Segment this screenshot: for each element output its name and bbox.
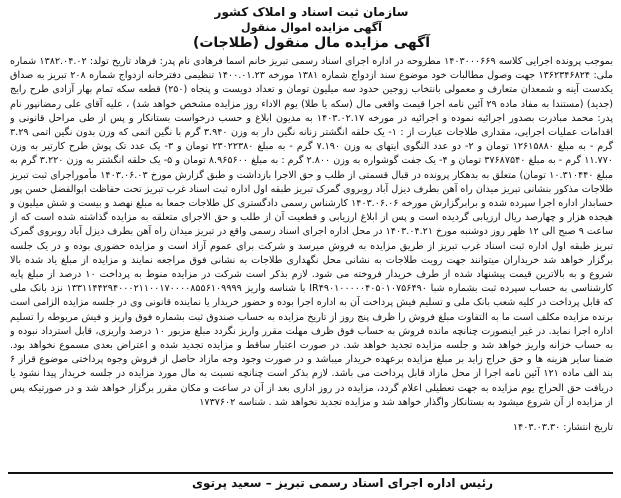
notice-subtitle: آگهی مزایده اموال منقول [241,21,382,34]
signature-line: رئیس اداره اجرای اسناد رسمی تبریز – سعید پرتوی [191,476,493,490]
publication-date: تاریخ انتشار: ۱۴۰۳.۰۳.۳۰ [512,422,613,433]
notice-footer [8,472,613,492]
notice-header [10,5,613,51]
notice-title: آگهی مزایده مال منقول (طلاجات) [192,35,431,51]
notice-body: بموجب پرونده اجرایی کلاسه ۱۴۰۳۰۰۰۶۶۹ مطروحه در اداره اجرای اسناد رسمی تبریز خانم اسما فرهادی نام پدر: فرهاد تاریخ تولد: ۱۳۸۲.۰۴.۰۲ شماره ملی: ۱۳۶۲۳۴۶۸۲۴ جهت وصول مطالبات خود موضوع سند ازدواج شماره ۱۳۸۱ مورخه ۱۴۰۰.۰۱.۲۳ تنظیمی دفترخانه ازدواج شماره ۲۰۸ تبریز به صداق یکدست آینه و شمعدان متعارف و معمولی بانتخاب زوجین حدود سه میلیون تومان و تعداد دویست و پنجاه (۲۵۰) قطعه سکه تمام بهار آزادی طرح رایج (جدید) (مستندا به مفاد ماده ۲۹ آئین نامه اجرا قیمت واقعی مال (سکه یا طلا) یوم الاداء روز مزایده مشخص خواهد شد) ، علیه آقای علی رمضانپور نام پدر: محمد مبادرت بصدور اجرائیه نموده و اجرائیه در مورخه ۱۴۰۳.۰۲.۱۷ به مدیون ابلاغ و حسب درخواست بستانکار و پس از طی مراحل قانونی و اقدامات عملیات اجرایی، مقداری طلاجات عبارت از : ۱- یک حلقه انگشتر زنانه نگین دار به وزن ۳.۹۴۰ گرم با نگین اتمی که وزن بدون نگین اتمی ۳.۲۹ گرم - به مبلغ ۱۲۶۱۵۸۸۰ تومان و ۲- دو عدد النگوی ایتهای به وزن ۷.۱۹۰ گرم - به مبلغ ۲۳۰۲۲۳۸۰ تومان و ۳- یک عدد تک پوش طرح کارتیر به وزن ۱۱.۷۷۰ گرم - به مبلغ ۳۷۶۸۷۵۴۰ تومان و ۴- یک جفت گوشواره به وزن ۲.۸۰۰ گرم : به مبلغ ۸.۹۶۵۶۰۰ تومان و ۵- یک حلقه انگشتر به وزن ۳.۲۲۰ گرم به مبلغ ۱۰.۳۱۰۴۴۰ تومان) متعلق به بدهکار پرونده در قبال قسمتی از طلب و حق الاجرا بازداشت و طبق گزارش مورخ ۱۴۰۳.۰۶.۰۳ مأموراجرای ثبت تبریز طلاجات مذکور بنشانی تبریز میدان راه آهن بطرف دیزل آباد روبروی گمرک تبریز طبقه اول اداره ثبت اسناد غرب تبریز تحت حفاظت ابوالفضل حسن پور حسابدار اداره اجرا سپرده شده و برابرگزارش مورخه ۱۴۰۳.۰۶.۰۶ کارشناس رسمی دادگستری کل طلاجات جمعا به مبلغ نهصد و بیست و شش میلیون و هیجده هزار و چهارصد ریال ارزیابی گردیده است و پس از ابلاغ ارزیابی و قطعیت آن از طلب و حق الاجرای متعلقه به مزایده گذاشته شده است که از ساعت ۹ صبح الی ۱۲ ظهر روز دوشنبه مورخ ۱۴۰۳.۰۴.۲۱ در محل اداره اجرای اسناد رسمی واقع در تبریز میدان راه آهن بطرف دیزل آباد روبروی گمرک تبریز طبقه اول اداره ثبت اسناد غرب تبریز از طریق مزایده به فروش میرسد و شرکت برای عموم آزاد است و مزایده حضوری بوده و در یک جلسه برگزار خواهد شد خریداران میتوانند جهت رویت طلاجات به نشانی محل نگهداری طلاجات به نشانی فوق مراجعه نمایند و مزایده از مبلغ یاد شده بالا شروع و به بالاترین قیمت پیشنهاد شده از طرف خریدار فروخته می شود. لازم بذکر است شرکت در مزایده منوط به پرداخت ۱۰ درصد از مبلغ پایه کارشناسی به حساب سپرده ثبت بشماره شبا IR۴۹۰۱۰۰۰۰۰۴۰۵۰۱۰۷۵۶۴۹۰ با شناسه واریز ۱۳۳۱۱۴۴۲۹۴۰۰۰۲۱۱۰۰۱۷۰۰۰۰۸۵۵۶۱۰۹۹۹۹ نزد بانک ملی که قابل پرداخت در کلیه شعب بانک ملی و تسلیم فیش پرداخت آن به اداره اجرا بوده و حضور خریدار یا نماینده قانونی وی در جلسه مزایده الزامی است برنده مزایده مکلف است ما به التفاوت مبلغ فروش را ظرف پنج روز از تاریخ مزایده به حساب صندوق ثبت بشماره فوق واریز و فیش مربوطه را تسلیم اداره اجرا نماید. در غیر اینصورت چنانچه مانده فروش به حساب فوق ظرف مهلت مقرر واریز نگردد مبلغ مزبور ۱۰ درصد واریزی، قابل استرداد نبوده و به حساب خزانه واریز خواهد شد و جلسه مزایده تجدید خواهد شد. در صورت اعتبار ساقط و مزایده تجدید شده و اعتراض بعدی مسموع نخواهد بود. ضمنا سایر هزینه ها و حق حراج زاید بر مبلغ مزایده برعهده خریدار میباشد و در صورت وجود وجه مازاد حاصل از فروش وجوه پرداختی موضوع قراز ۶ بند الف ماده ۱۲۱ آئین نامه اجرا از محل مازاد قابل پرداخت می باشد. لازم بذکر است چنانچه نسبت به مال مورد مزایده در جلسه خریدار پیدا نشود یا دریافت حق الحراج یوم مزایده به جهت تعطیلی اعلام گردد، مزایده در روز اداری بعد از آن در ساعت و مکان مقرر برگزار خواهد شد و در صورتیکه پس از مزایده از آن شروع میشود به بستانکار واگذار خواهد شد و مزایده تجدید نخواهد شد . شناسه ۱۷۳۷۶۰۲ [10,56,613,408]
organization-name: سازمان ثبت اسناد و املاک کشور [214,5,409,19]
